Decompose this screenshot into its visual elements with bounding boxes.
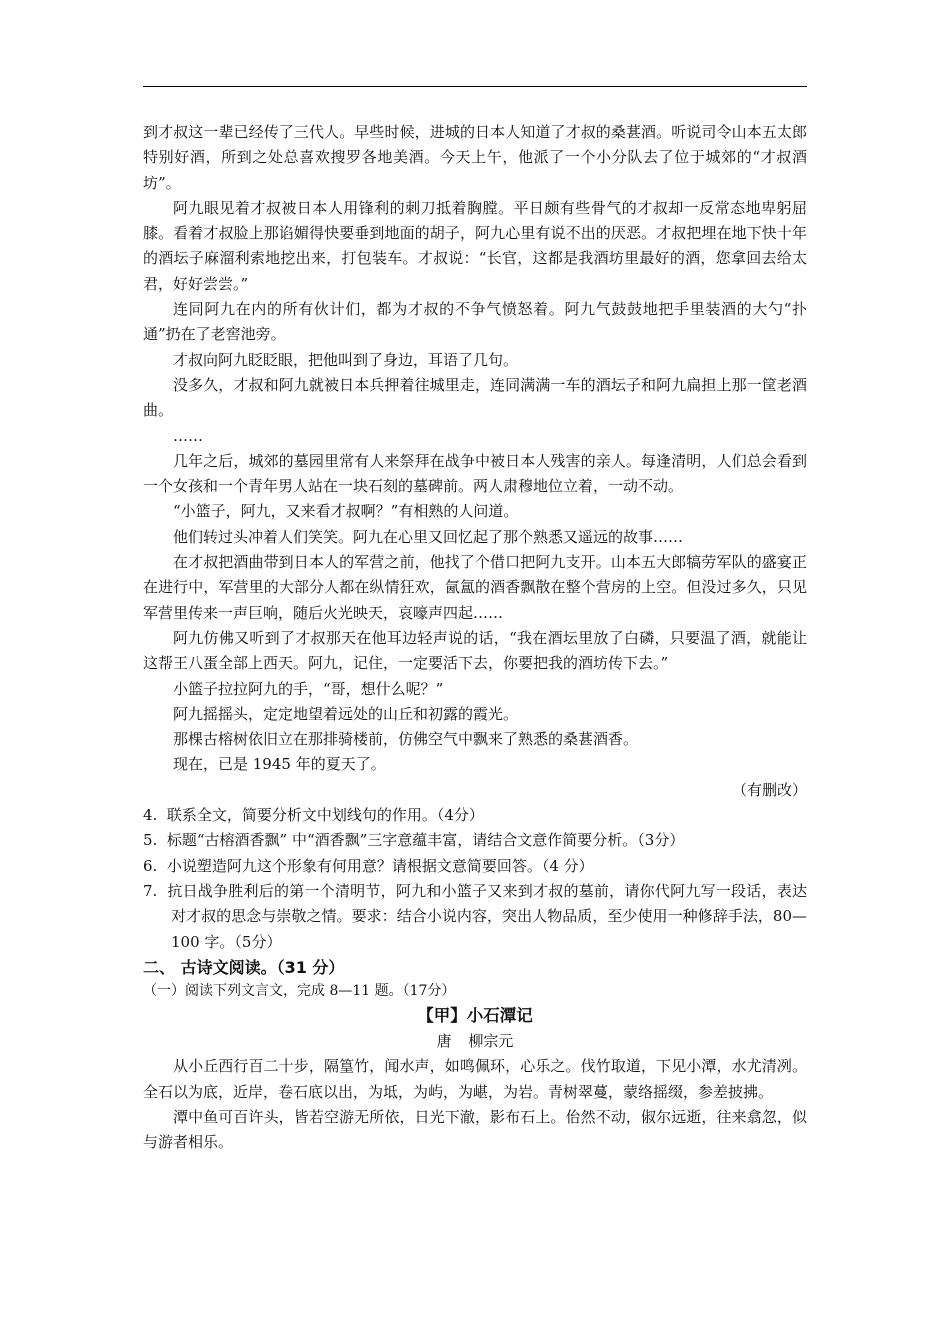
story-paragraph: 几年之后，城郊的墓园里常有人来祭拜在战争中被日本人残害的亲人。每逢清明，人们总会看到一个女孩和一个青年男人站在一块石刻的墓碑前。两人肃穆地位立着，一动不动。 [143, 451, 807, 496]
story-paragraph: 阿九仿佛又听到了才叔那天在他耳边轻声说的话，“我在酒坛里放了白磷，只要温了酒，就能让这帮王八蛋全部上西天。阿九，记住，一定要活下去，你要把我的酒坊传下去。” [143, 628, 807, 673]
story-paragraph: 现在，已是 1945 年的夏天了。 [173, 755, 386, 774]
question-text: 联系全文，简要分析文中划线句的作用。（4分） [166, 806, 484, 825]
passage-author: 唐 柳宗元 [436, 1032, 514, 1051]
story-paragraph: 到才叔这一辈已经传了三代人。早些时候，进城的日本人知道了才叔的桑葚酒。听说司令山本五太郎特别好酒，所到之处总喜欢搜罗各地美酒。今天上午，他派了一个小分队去了位于城郊的“才叔酒坊”。 [143, 123, 807, 192]
story-paragraph: 小篮子拉拉阿九的手，“哥，想什么呢？” [173, 679, 444, 698]
question-text: 标题“古榕酒香飘” 中“酒香飘”三字意蕴丰富，请结合文意作简要分析。（3分） [166, 831, 685, 850]
passage-paragraph: 潭中鱼可百许头，皆若空游无所依，日光下澈，影布石上。佁然不动，俶尔远逝，往来翕忽，似与游者相乐。 [143, 1107, 807, 1152]
story-paragraph: 阿九摇摇头，定定地望着远处的山丘和初露的霞光。 [173, 704, 519, 723]
question-text: 小说塑造阿九这个形象有何用意？请根据文意简要回答。（4 分） [166, 856, 594, 875]
header-rule [143, 86, 807, 87]
question-number: 4. [143, 806, 158, 825]
passage-paragraph: 从小丘西行百二十步，隔篁竹，闻水声，如鸣佩环，心乐之。伐竹取道，下见小潭，水尤清冽。全石以为底，近岸，卷石底以出，为坻，为屿，为嵁，为岩。青树翠蔓，蒙络摇缀，参差披拂。 [143, 1057, 807, 1101]
story-paragraph: 他们转过头冲着人们笑笑。阿九在心里又回忆起了那个熟悉又遥远的故事…… [173, 527, 684, 546]
story-paragraph: 连同阿九在内的所有伙计们，都为才叔的不争气愤怒着。阿九气鼓鼓地把手里装酒的大勺“扑通”扔在了老窖池旁。 [143, 300, 807, 344]
story-paragraph: 那棵古榕树依旧立在那排骑楼前，仿佛空气中飘来了熟悉的桑葚酒香。 [173, 730, 639, 749]
question-number: 7. [143, 881, 158, 900]
edit-note: （有删改） [731, 780, 807, 799]
story-paragraph: “小篮子，阿九，又来看才叔啊？”有相熟的人问道。 [173, 502, 519, 521]
story-paragraph: 阿九眼见着才叔被日本人用锋利的刺刀抵着胸膛。平日颇有些骨气的才叔却一反常态地卑躬屈膝。看着才叔脸上那谄媚得快要垂到地面的胡子，阿九心里有说不出的厌恶。才叔把埋在地下快十年的酒坛子麻溜利索地挖出来，打包装车。才叔说：“长官，这都是我酒坊里最好的酒，您拿回去给太君，好好尝尝。” [143, 198, 807, 293]
section-instruction: （一）阅读下列文言文，完成 8—11 题。（17分） [143, 983, 456, 1000]
story-paragraph: 没多久，才叔和阿九就被日本兵押着往城里走，连同满满一车的酒坛子和阿九扁担上那一筐老酒曲。 [143, 375, 807, 420]
question-item [143, 854, 807, 879]
question-number: 6. [143, 856, 158, 875]
story-paragraph: 才叔向阿九眨眨眼，把他叫到了身边，耳语了几句。 [173, 350, 519, 369]
question-number: 5. [143, 831, 158, 850]
question-item [143, 803, 807, 828]
question-text: 抗日战争胜利后的第一个清明节，阿九和小篮子又来到才叔的墓前，请你代阿九写一段话，表达对才叔的思念与崇敬之情。要求：结合小说内容，突出人物品质，至少使用一种修辞手法，80—100 字。（5分） [167, 881, 807, 951]
passage-title: 【甲】小石潭记 [417, 1006, 533, 1026]
question-item [143, 828, 807, 853]
section-heading: 二、 古诗文阅读。（31 分） [143, 957, 345, 977]
story-paragraph: 在才叔把酒曲带到日本人的军营之前，他找了个借口把阿九支开。山本五大郎犒劳军队的盛宴正在进行中，军营里的大部分人都在纵情狂欢，氤氲的酒香飘散在整个营房的上空。但没过多久，只见军营里传来一声巨响，随后火光映天，哀嚎声四起…… [143, 553, 807, 622]
page-content [143, 120, 807, 1156]
question-item [143, 879, 807, 955]
story-ellipsis: …… [173, 426, 203, 445]
